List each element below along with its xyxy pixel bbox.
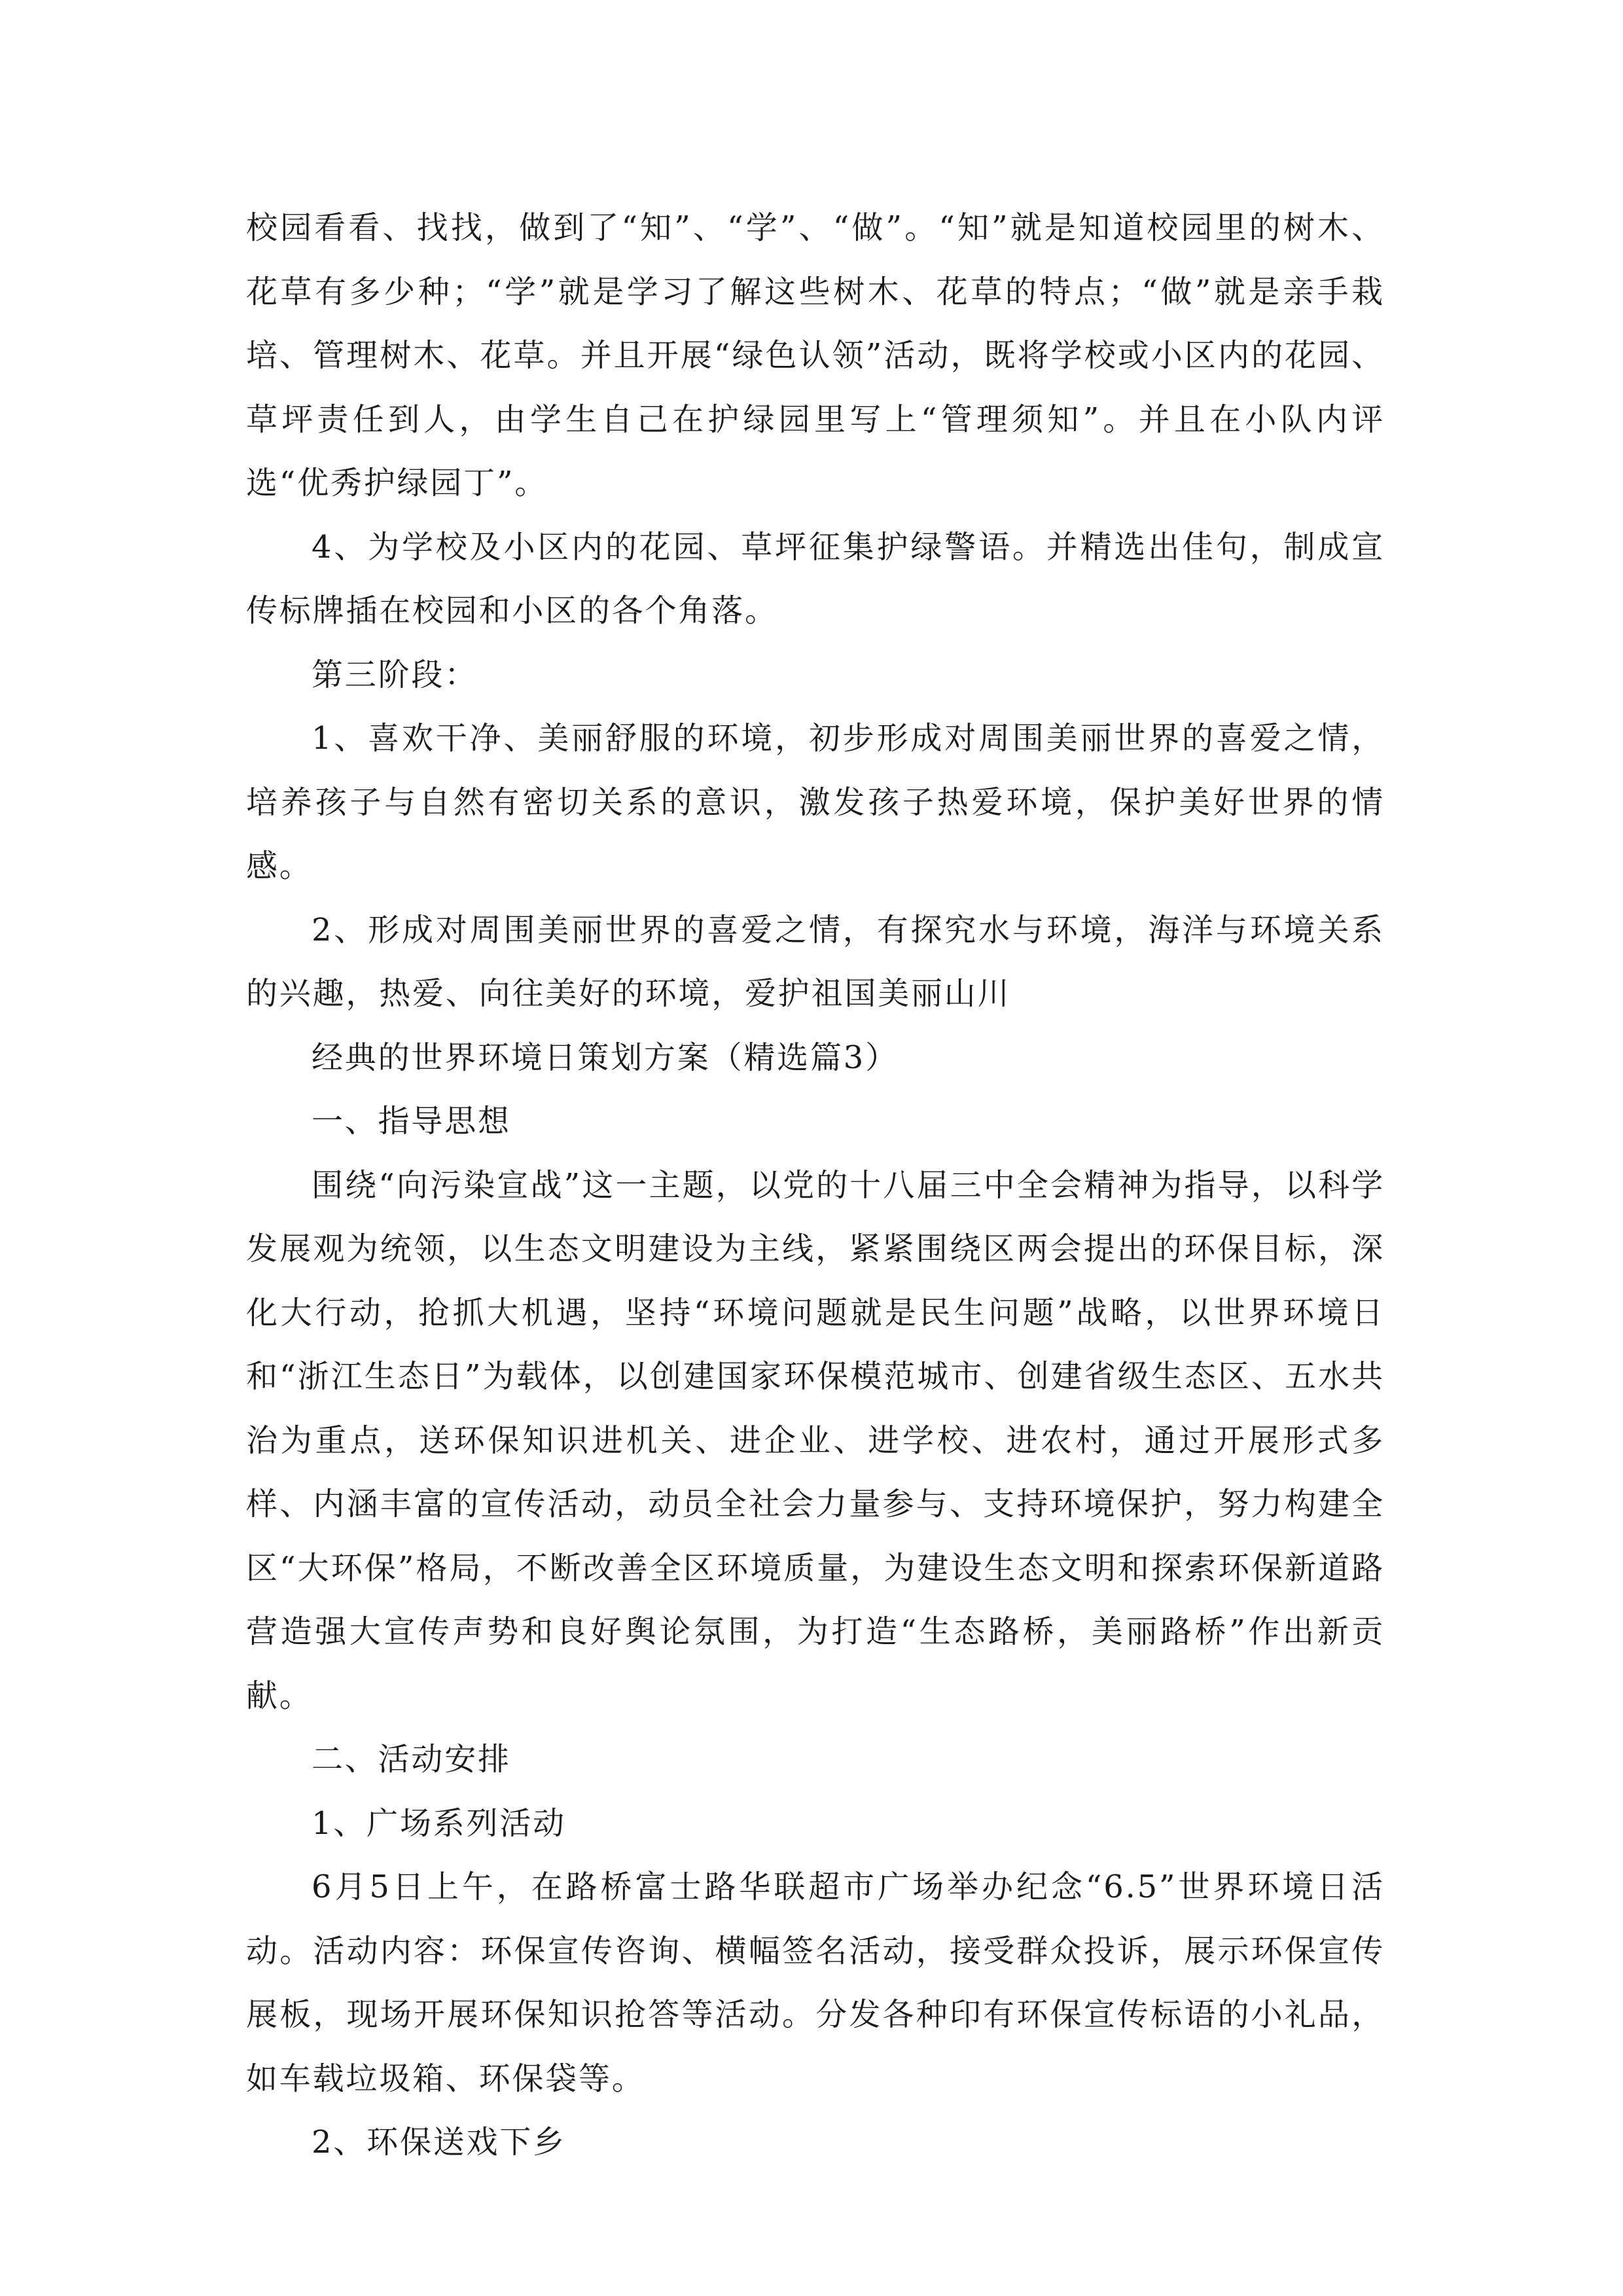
section-heading-activity-arrangement: 二、活动安排 bbox=[312, 1741, 511, 1778]
section-heading-guiding-ideology: 一、指导思想 bbox=[312, 1103, 511, 1139]
paragraph-square-activities: 6月5日上午，在路桥富士路华联超市广场举办纪念“6.5”世界环境日活动。活动内容：环保宣传咨询、横幅签名活动，接受群众投诉，展示环保宣传展板，现场开展环保知识抢答等活动。分发各种印有环保宣传标语的小礼品，如车载垃圾箱、环保袋等。 bbox=[246, 1869, 1385, 2097]
subheading-square-activities: 1、广场系列活动 bbox=[312, 1804, 566, 1842]
article-title-selection-3: 经典的世界环境日策划方案（精选篇3） bbox=[312, 1039, 899, 1076]
document-body bbox=[246, 196, 1385, 2175]
paragraph-guiding-ideology: 围绕“向污染宣战”这一主题，以党的十八届三中全会精神为指导，以科学发展观为统领，以生态文明建设为主线，紧紧围绕区两会提出的环保目标，深化大行动，抢抓大机遇，坚持“环境问题就是民生问题”战略，以世界环境日和“浙江生态日”为载体，以创建国家环保模范城市、创建省级生态区、五水共治为重点，送环保知识进机关、进企业、进学校、进农村，通过开展形式多样、内涵丰富的宣传活动，动员全社会力量参与、支持环境保护，努力构建全区“大环保”格局，不断改善全区环境质量，为建设生态文明和探索环保新道路营造强大宣传声势和良好舆论氛围，为打造“生态路桥，美丽路桥”作出新贡献。 bbox=[246, 1166, 1385, 1714]
paragraph-stage-3-item-2: 2、形成对周围美丽世界的喜爱之情，有探究水与环境，海洋与环境关系的兴趣，热爱、向往美好的环境，爱护祖国美丽山川 bbox=[246, 911, 1385, 1012]
paragraph-stage-3-item-1: 1、喜欢干净、美丽舒服的环境，初步形成对周围美丽世界的喜爱之情，培养孩子与自然有密切关系的意识，激发孩子热爱环境，保护美好世界的情感。 bbox=[246, 720, 1385, 884]
paragraph-continued-activities: 校园看看、找找，做到了“知”、“学”、“做”。“知”就是知道校园里的树木、花草有多少种；“学”就是学习了解这些树木、花草的特点；“做”就是亲手栽培、管理树木、花草。并且开展“绿色认领”活动，既将学校或小区内的花园、草坪责任到人，由学生自己在护绿园里写上“管理须知”。并且在小队内评选“优秀护绿园丁”。 bbox=[246, 209, 1385, 501]
section-heading-stage-3: 第三阶段： bbox=[312, 656, 478, 693]
subheading-environmental-opera: 2、环保送戏下乡 bbox=[312, 2124, 566, 2161]
paragraph-item-4: 4、为学校及小区内的花园、草坪征集护绿警语。并精选出佳句，制成宣传标牌插在校园和小区的各个角落。 bbox=[246, 528, 1385, 629]
